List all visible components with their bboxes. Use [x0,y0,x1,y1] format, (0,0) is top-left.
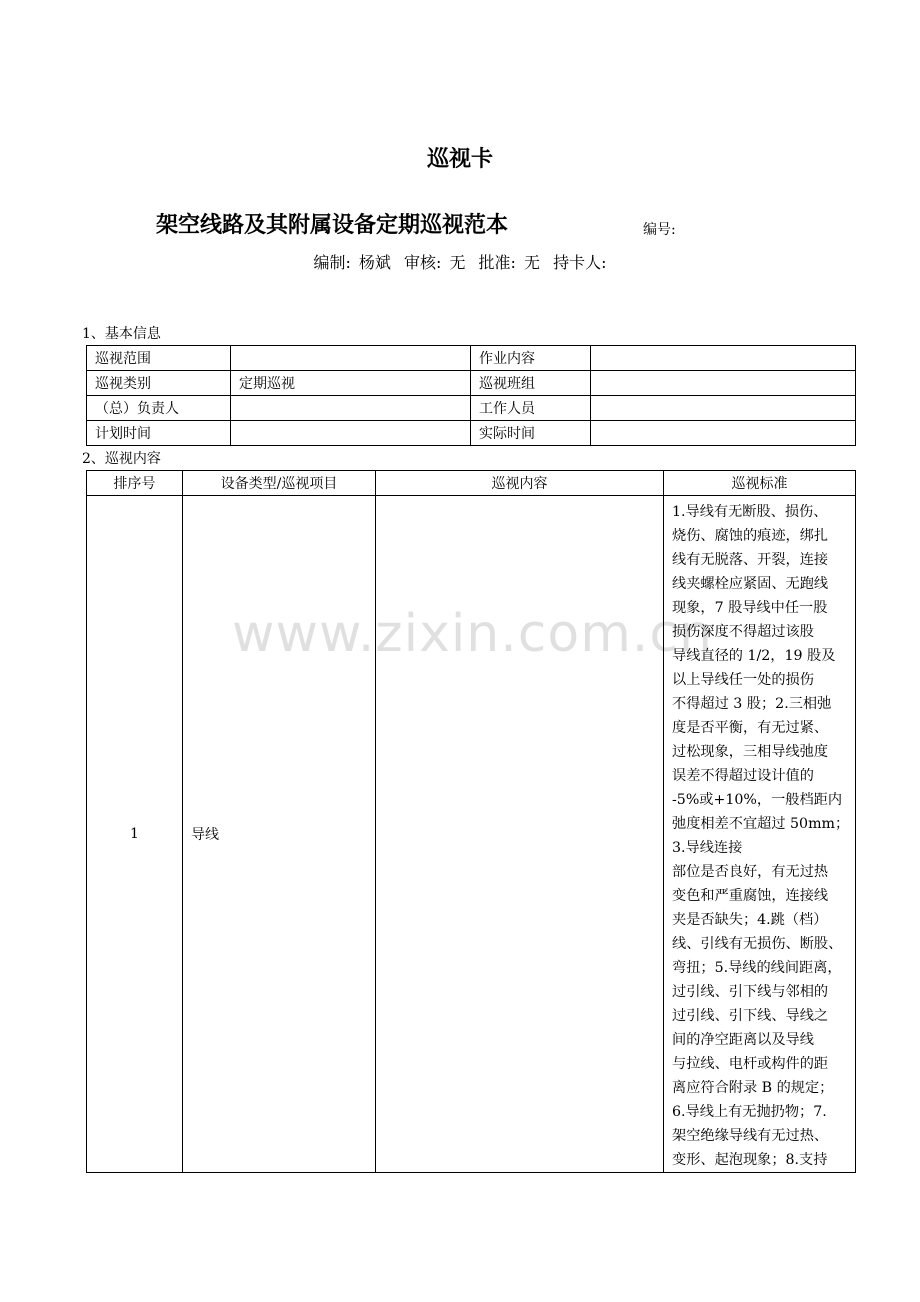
standard-line: 1.导线有无断股、损伤、 [672,504,828,520]
seq-cell: 1 [87,496,183,1173]
prepared-by: 杨斌 [358,253,391,272]
standard-line: 离应符合附录 B 的规定； [672,1080,834,1096]
standard-line: 弯扭；5.导线的线间距离， [672,960,842,976]
table-row [87,396,856,421]
number-label: 编号: [643,222,676,238]
standard-line: 误差不得超过设计值的 [672,768,814,784]
standard-line: 损伤深度不得超过该股 [672,624,814,640]
prepared-label: 编制: [313,253,351,272]
table-row [87,346,856,371]
standard-line: 线、引线有无损伤、断股、 [672,936,843,952]
review-value: 无 [449,253,466,272]
standard-line: 变形、起泡现象；8.支持 [672,1152,828,1168]
approve-label: 批准: [478,253,516,272]
field-value: 定期巡视 [231,371,471,396]
standard-line: 间的净空距离以及导线 [672,1032,814,1048]
header-seq: 排序号 [87,471,183,496]
field-label: 作业内容 [471,346,591,371]
standard-line: 线有无脱落、开裂，连接 [672,552,829,568]
signature-line [0,250,920,273]
field-label: 巡视类别 [87,371,231,396]
basic-info-table [86,345,856,446]
standard-line: 线夹螺栓应紧固、无跑线 [672,576,829,592]
header-item: 设备类型/巡视项目 [183,471,376,496]
table-row [87,421,856,446]
standard-line: -5%或+10%，一般档距内 [672,792,843,808]
standard-line: 3.导线连接 [672,840,743,856]
standard-line: 烧伤、腐蚀的痕迹，绑扎 [672,528,829,544]
header-standard: 巡视标准 [664,471,856,496]
field-value [591,346,856,371]
standard-line: 度是否平衡，有无过紧、 [672,720,829,736]
standard-line: 部位是否良好，有无过热 [672,864,829,880]
standard-line: 导线直径的 1/2，19 股及 [672,648,836,664]
table-row [87,496,856,1173]
standard-line: 以上导线任一处的损伤 [672,672,814,688]
standard-line: 6.导线上有无抛扔物；7. [672,1104,827,1120]
watermark: www.zixin.com.cn [232,604,713,664]
standard-line: 架空绝缘导线有无过热、 [672,1128,829,1144]
standard-line: 过引线、引下线与邻相的 [672,984,829,1000]
field-label: （总）负责人 [87,396,231,421]
field-label: 巡视范围 [87,346,231,371]
section-inspection-label: 2、巡视内容 [82,451,161,467]
review-label: 审核: [404,253,442,272]
standard-line: 与拉线、电杆或构件的距 [672,1056,829,1072]
section-basic-info-label: 1、基本信息 [82,326,161,342]
field-label: 实际时间 [471,421,591,446]
approve-value: 无 [523,253,540,272]
standard-line: 夹是否缺失；4.跳（档） [672,912,828,928]
standard-line: 不得超过 3 股；2.三相弛 [672,696,832,712]
standard-line: 弛度相差不宜超过 50mm； [672,816,850,832]
table-header-row [87,471,856,496]
standard-line: 过引线、引下线、导线之 [672,1008,829,1024]
field-value [591,396,856,421]
field-value [591,421,856,446]
holder-label: 持卡人: [553,253,607,272]
item-cell: 导线 [183,496,376,1173]
content-cell [376,496,664,1173]
standard-line: 现象，7 股导线中任一股 [672,600,828,616]
table-row [87,371,856,396]
field-label: 计划时间 [87,421,231,446]
field-label: 巡视班组 [471,371,591,396]
document-subtitle: 架空线路及其附属设备定期巡视范本 [156,212,509,238]
field-value [231,396,471,421]
field-label: 工作人员 [471,396,591,421]
standard-line: 变色和严重腐蚀，连接线 [672,888,829,904]
field-value [231,346,471,371]
standard-cell [664,496,856,1173]
field-value [591,371,856,396]
card-title: 巡视卡 [426,147,493,172]
inspection-table [86,470,856,1173]
field-value [231,421,471,446]
header-content: 巡视内容 [376,471,664,496]
standard-line: 过松现象，三相导线弛度 [672,744,829,760]
